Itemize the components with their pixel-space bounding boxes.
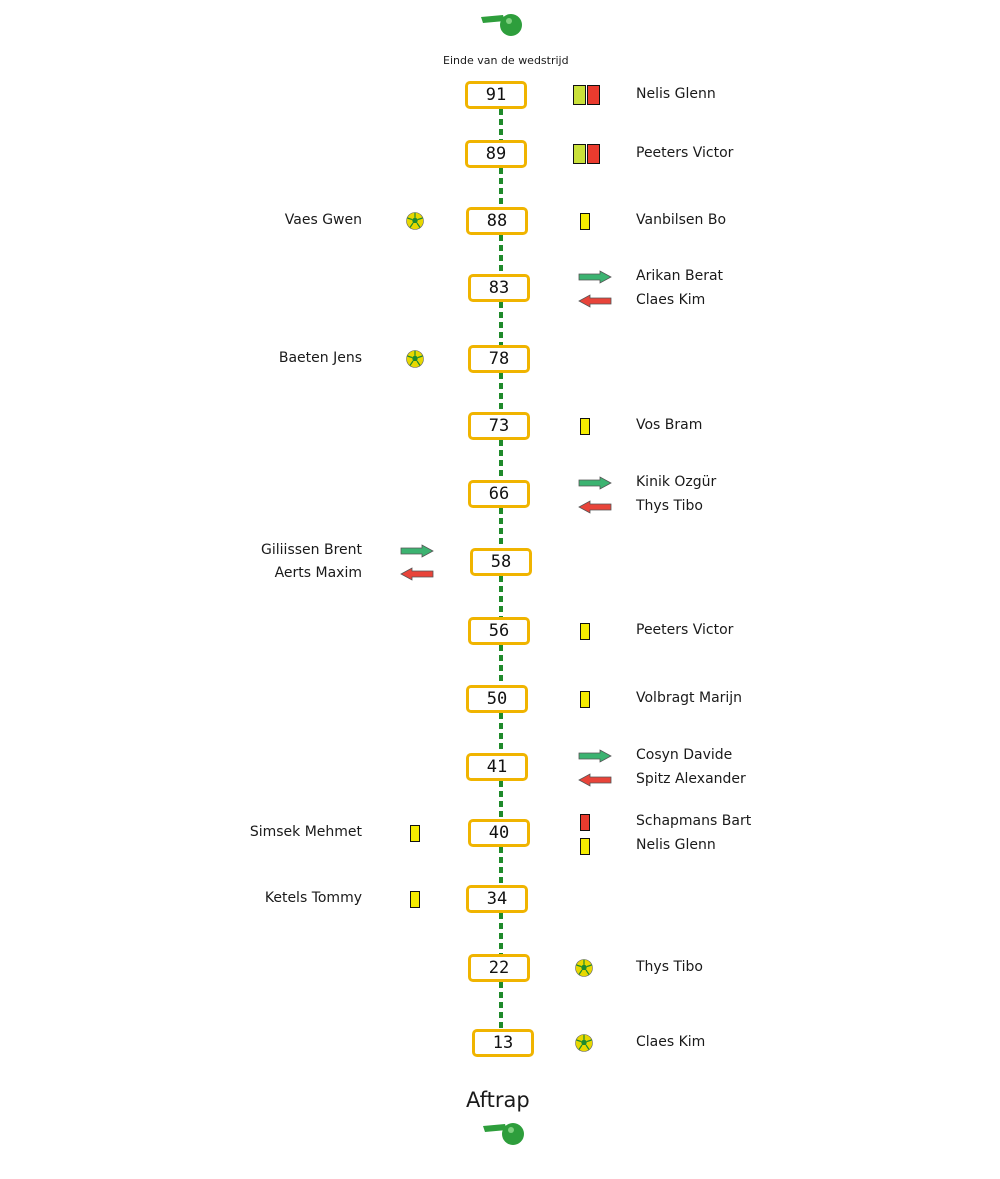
timeline-connector [499, 781, 503, 819]
event-player-name: Vos Bram [636, 417, 703, 433]
event-player-name: Ketels Tommy [264, 890, 362, 906]
event-player-name: Schapmans Bart [636, 813, 752, 829]
substitution-in-arrow-icon [578, 476, 612, 490]
minute-box: 91 [465, 81, 527, 109]
event-player-name: Giliissen Brent [261, 542, 362, 558]
minute-box: 73 [468, 412, 530, 440]
timeline-connector [499, 109, 503, 140]
event-player-name: Spitz Alexander [636, 771, 746, 787]
football-icon [406, 212, 424, 230]
event-player-name: Volbragt Marijn [636, 690, 743, 706]
substitution-out-arrow-icon [578, 773, 612, 787]
event-player-name: Nelis Glenn [636, 837, 716, 853]
red-card-icon [587, 144, 600, 164]
timeline-connector [499, 847, 503, 885]
event-player-name: Vaes Gwen [284, 212, 362, 228]
event-player-name: Baeten Jens [278, 350, 362, 366]
event-player-name: Claes Kim [636, 1034, 706, 1050]
substitution-out-arrow-icon [578, 294, 612, 308]
red-card-icon [587, 85, 600, 105]
timeline-connector [499, 645, 503, 685]
minute-box: 41 [466, 753, 528, 781]
event-player-name: Nelis Glenn [636, 86, 716, 102]
event-player-name: Thys Tibo [636, 959, 703, 975]
event-player-name: Kinik Ozgür [636, 474, 717, 490]
timeline-connector [499, 508, 503, 548]
minute-box: 66 [468, 480, 530, 508]
minute-box: 40 [468, 819, 530, 847]
timeline-connector [499, 235, 503, 274]
substitution-in-arrow-icon [578, 749, 612, 763]
minute-box: 78 [468, 345, 530, 373]
minute-box: 50 [466, 685, 528, 713]
timeline-connector [499, 982, 503, 1029]
timeline-connector [499, 576, 503, 617]
event-player-name: Aerts Maxim [274, 565, 362, 581]
yellow-card-icon [580, 838, 590, 855]
whistle-icon-top [479, 11, 525, 37]
timeline-connector [499, 440, 503, 480]
football-icon [575, 959, 593, 977]
event-player-name: Arikan Berat [636, 268, 724, 284]
event-player-name: Peeters Victor [636, 145, 734, 161]
timeline-connector [499, 913, 503, 954]
football-icon [406, 350, 424, 368]
minute-box: 58 [470, 548, 532, 576]
timeline-connector [499, 168, 503, 207]
timeline-connector [499, 373, 503, 412]
second-yellow-card-icon [573, 144, 586, 164]
yellow-card-icon [580, 623, 590, 640]
yellow-card-icon [580, 691, 590, 708]
substitution-in-arrow-icon [578, 270, 612, 284]
event-player-name: Cosyn Davide [636, 747, 733, 763]
football-icon [575, 1034, 593, 1052]
minute-box: 89 [465, 140, 527, 168]
timeline-connector [499, 302, 503, 345]
yellow-card-icon [580, 418, 590, 435]
yellow-card-icon [410, 825, 420, 842]
whistle-icon-bottom [481, 1120, 527, 1146]
timeline-connector [499, 713, 503, 753]
substitution-in-arrow-icon [400, 544, 434, 558]
red-card-icon [580, 814, 590, 831]
substitution-out-arrow-icon [578, 500, 612, 514]
yellow-card-icon [410, 891, 420, 908]
end-of-match-label: Einde van de wedstrijd [443, 54, 569, 67]
minute-box: 83 [468, 274, 530, 302]
substitution-out-arrow-icon [400, 567, 434, 581]
event-player-name: Simsek Mehmet [249, 824, 362, 840]
event-player-name: Vanbilsen Bo [636, 212, 727, 228]
minute-box: 34 [466, 885, 528, 913]
minute-box: 22 [468, 954, 530, 982]
event-player-name: Peeters Victor [636, 622, 734, 638]
kickoff-label: Aftrap [466, 1088, 530, 1112]
event-player-name: Claes Kim [636, 292, 706, 308]
minute-box: 56 [468, 617, 530, 645]
second-yellow-card-icon [573, 85, 586, 105]
event-player-name: Thys Tibo [636, 498, 703, 514]
minute-box: 13 [472, 1029, 534, 1057]
yellow-card-icon [580, 213, 590, 230]
minute-box: 88 [466, 207, 528, 235]
